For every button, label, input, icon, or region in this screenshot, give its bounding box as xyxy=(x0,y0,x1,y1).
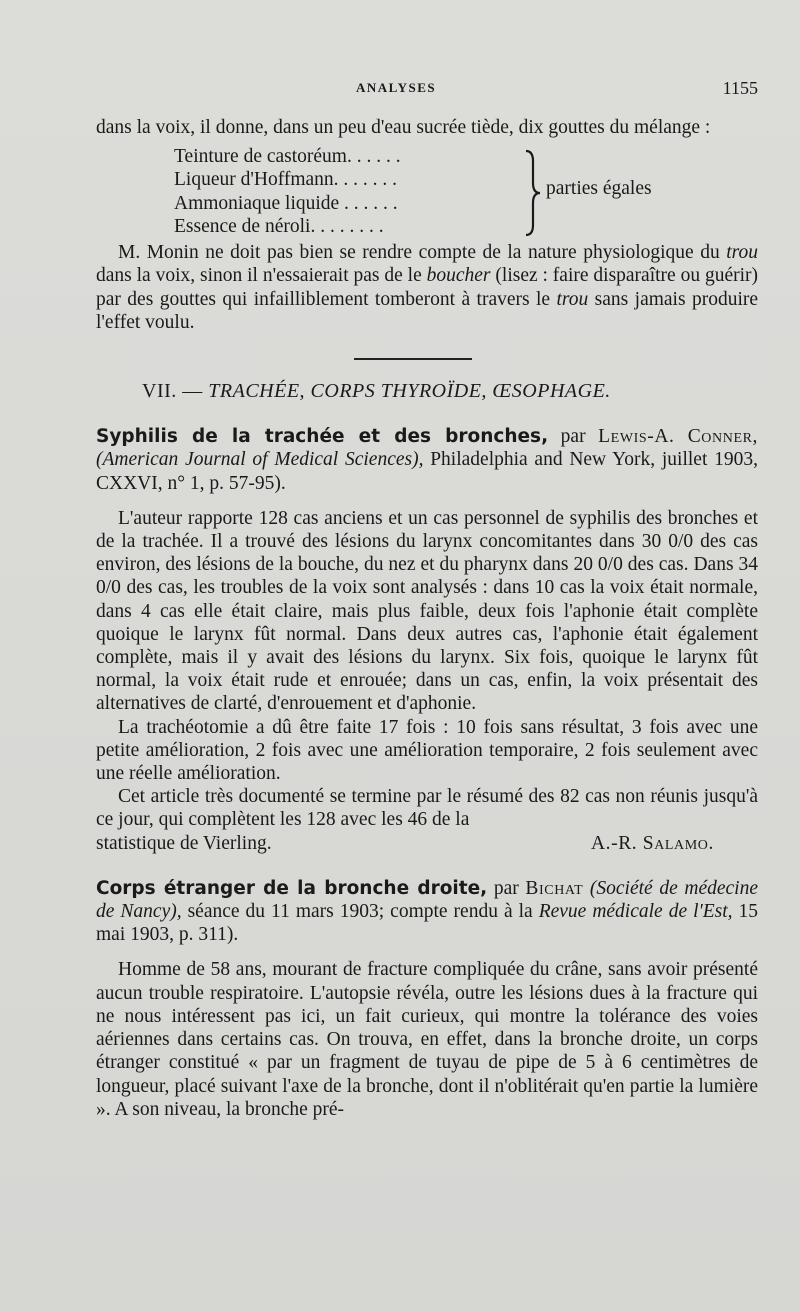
commentary-italic: trou xyxy=(556,288,589,310)
article-1-citation: Philadelphia and New York, juillet 1903, CXXVI, n° 1, p. 57-95). xyxy=(96,449,758,494)
recipe-item: Essence de néroli. . . . . . . . xyxy=(174,215,384,237)
brace-label: parties égales xyxy=(546,178,652,200)
article-1-signature: A.-R. Salamo. xyxy=(590,832,714,854)
article-2-title: Corps étranger de la bronche droite, xyxy=(96,877,488,899)
article-1-title: Syphilis de la trachée et des bronches, xyxy=(96,426,549,448)
article-1-paragraph: L'auteur rapporte 128 cas anciens et un cas personnel de syphilis des bronches et de la trachée. Il a trouvé des lésions du larynx concomitantes dans 30 0/0 des cas environ, des lésions de la bouche, du nez et du pharynx dans 20 0/0 des cas. Dans 34 0/0 des cas, les troubles de la voix sont analysés : dans 10 cas la voix était normale, dans 4 cas elle était claire, mais plus faible, deux fois l'aphonie était complète quoique le larynx fût normal. Dans deux autres cas, l'aphonie était également complète, mais il y avait des lésions du larynx. Six fois, quoique le larynx fût normal, la voix était rude et enrouée; dans un cas, enfin, la voix présentait des alternatives de clarté, d'enrouement et d'aphonie. xyxy=(96,507,758,715)
recipe-item: Ammoniaque liquide . . . . . . xyxy=(174,192,398,214)
recipe-item: Liqueur d'Hoffmann. . . . . . . xyxy=(174,169,398,191)
section-number: VII. — xyxy=(142,380,209,403)
article-1-by: par xyxy=(548,426,599,448)
page-header xyxy=(96,80,758,102)
article-1-closing-last: statistique de Vierling. xyxy=(96,832,272,854)
article-2-paragraph: Homme de 58 ans, mourant de fracture compliquée du crâne, sans avoir présenté aucun trouble respiratoire. L'autopsie révéla, outre les lésions dues à la fracture qui ne nous intéressent pas ici, un fait curieux, qui montre la tolérance des voies aériennes dans certains cas. On trouva, en effet, dans la bronche droite, un corps étranger constitué « par un fragment de tuyau de pipe de 5 à 6 centimètres de longueur, placé suivant l'axe de la bronche, dont il n'oblitérait qu'en partie la lumière ». A son niveau, la bronche pré- xyxy=(96,959,758,1120)
recipe-list xyxy=(174,145,758,239)
section-title: TRACHÉE, CORPS THYROÏDE, ŒSOPHAGE. xyxy=(208,380,611,403)
article-2-end: 15 mai 1903, p. 311). xyxy=(96,901,759,946)
commentary-text: sans jamais produire l'effet voulu. xyxy=(96,288,759,333)
article-1-sign-row xyxy=(96,832,758,855)
recipe-item: Teinture de castoréum. . . . . . xyxy=(174,146,401,168)
article-1-paragraph: La trachéotomie a dû être faite 17 fois : 10 fois sans résultat, 3 fois avec une petite amélioration, 2 fois avec une amélioration temporaire, 2 fois seulement avec une réelle amélioration. xyxy=(96,716,758,785)
article-2-middle: séance du 11 mars 1903; compte rendu à la xyxy=(181,901,539,923)
page-body xyxy=(96,116,758,1121)
commentary-italic: trou xyxy=(726,242,758,264)
article-1-author: Lewis-A. Conner, xyxy=(598,426,759,448)
commentary-text: (lisez : faire disparaître ou guérir) par des gouttes qui infailliblement tomberont à travers le xyxy=(96,265,758,310)
commentary-italic: boucher xyxy=(426,265,491,287)
article-2-journal: Revue médicale de l'Est, xyxy=(538,901,733,923)
section-divider xyxy=(354,358,472,360)
article-2-by: par xyxy=(487,877,526,899)
article-2-header xyxy=(96,877,758,947)
page-number: 1155 xyxy=(722,78,758,98)
commentary-text: dans la voix, sinon il n'essaierait pas de le xyxy=(96,265,427,287)
article-1-header xyxy=(96,425,758,495)
intro-paragraph: dans la voix, il donne, dans un peu d'eau sucrée tiède, dix gouttes du mélange : xyxy=(96,117,711,138)
article-1-journal: (American Journal of Medical Sciences), xyxy=(96,449,424,471)
article-2-author: Bichat xyxy=(525,877,584,899)
curly-brace-icon xyxy=(524,149,542,237)
article-1-closing: Cet article très documenté se termine par le résumé des 82 cas non réunis jusqu'à ce jour, qui complètent les 128 avec les 46 de la xyxy=(96,786,758,831)
section-heading xyxy=(142,380,758,403)
article-2-source: (Société de médecine de Nancy), xyxy=(96,877,758,923)
commentary-text: M. Monin ne doit pas bien se rendre compte de la nature physiologique du xyxy=(118,242,727,264)
commentary-paragraph xyxy=(96,241,758,334)
running-title: ANALYSES xyxy=(356,80,437,95)
